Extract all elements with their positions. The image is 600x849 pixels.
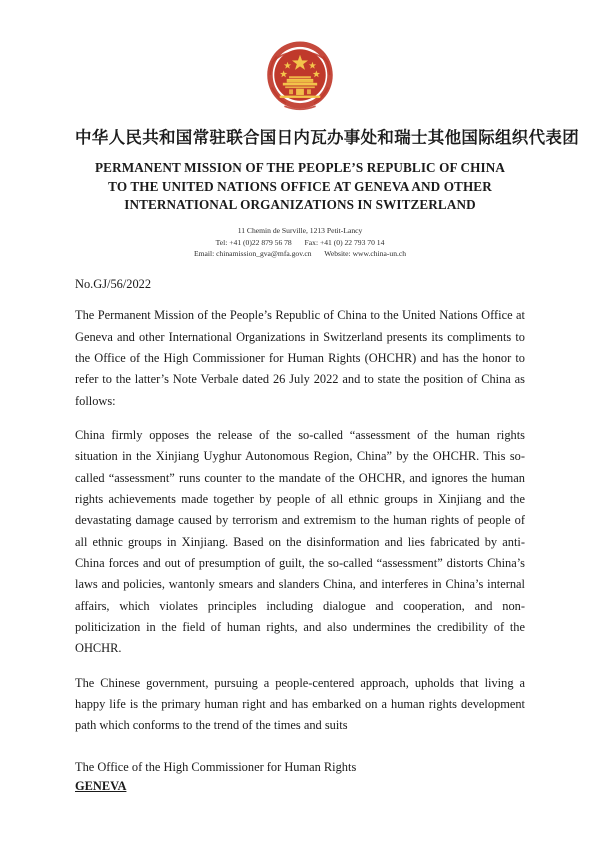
contact-email-line bbox=[75, 248, 525, 259]
contact-details bbox=[75, 225, 525, 259]
chinese-mission-title: 中华人民共和国常驻联合国日内瓦办事处和瑞士其他国际组织代表团 bbox=[75, 128, 579, 147]
contact-address: 11 Chemin de Surville, 1213 Petit-Lancy bbox=[237, 226, 363, 236]
reference-number: No.GJ/56/2022 bbox=[75, 277, 152, 292]
fax-label: Fax: bbox=[304, 237, 319, 247]
national-emblem-of-china-icon bbox=[261, 36, 339, 114]
english-mission-title bbox=[75, 159, 525, 215]
body-paragraph: The Chinese government, pursuing a people-centered approach, upholds that living a happy life is the primary human right and has embarked on a human rights development path which conforms to the trend of the times and suits bbox=[75, 675, 525, 733]
website-value: www.china-un.ch bbox=[352, 248, 407, 258]
addressee-city: GENEVA bbox=[75, 778, 127, 793]
emblem-container bbox=[75, 0, 525, 114]
english-title-line-2: TO THE UNITED NATIONS OFFICE AT GENEVA AND OTHER bbox=[108, 178, 492, 194]
document-body bbox=[75, 305, 525, 736]
body-paragraph: The Permanent Mission of the People’s Republic of China to the United Nations Office at Geneva and other International Organizations in Switzerland presents its compliments to the Office of the High Commissioner for Human Rights (OHCHR) and has the honor to refer to the latter’s Note Verbale dated 26 July 2022 and to state the position of China as follows: bbox=[75, 308, 525, 408]
tel-value: +41 (0)22 879 56 78 bbox=[229, 237, 292, 247]
body-paragraph: China firmly opposes the release of the so-called “assessment of the human rights situation in the Xinjiang Uyghur Autonomous Region, China” by the OHCHR. This so-called “assessment” runs counter to the mandate of the OHCHR, and ignores the human rights achievements made together by people of all ethnic groups in Xinjiang and the devastating damage caused by terrorism and extremism to the human rights of people of all ethnic groups in Xinjiang. Based on the disinformation and lies fabricated by anti-China forces and out of presumption of guilt, the so-called “assessment” distorts China’s laws and policies, wantonly smears and slanders China, and interferes in China’s internal affairs, which violates principles including dialogue and cooperation, and non-politicization in the field of human rights, and also undermines the credibility of the OHCHR. bbox=[75, 428, 525, 656]
english-title-line-1: PERMANENT MISSION OF THE PEOPLE’S REPUBLIC OF CHINA bbox=[95, 160, 505, 175]
email-label: Email: bbox=[193, 248, 215, 258]
email-value: chinamission_gva@mfa.gov.cn bbox=[216, 248, 312, 258]
addressee-block bbox=[75, 758, 525, 796]
tel-label: Tel: bbox=[215, 237, 228, 247]
contact-phone-line bbox=[75, 237, 525, 248]
addressee-office: The Office of the High Commissioner for Human Rights bbox=[75, 760, 357, 774]
fax-value: +41 (0) 22 793 70 14 bbox=[319, 237, 385, 247]
english-title-line-3: INTERNATIONAL ORGANIZATIONS IN SWITZERLAND bbox=[124, 197, 476, 213]
website-label: Website: bbox=[324, 248, 351, 258]
